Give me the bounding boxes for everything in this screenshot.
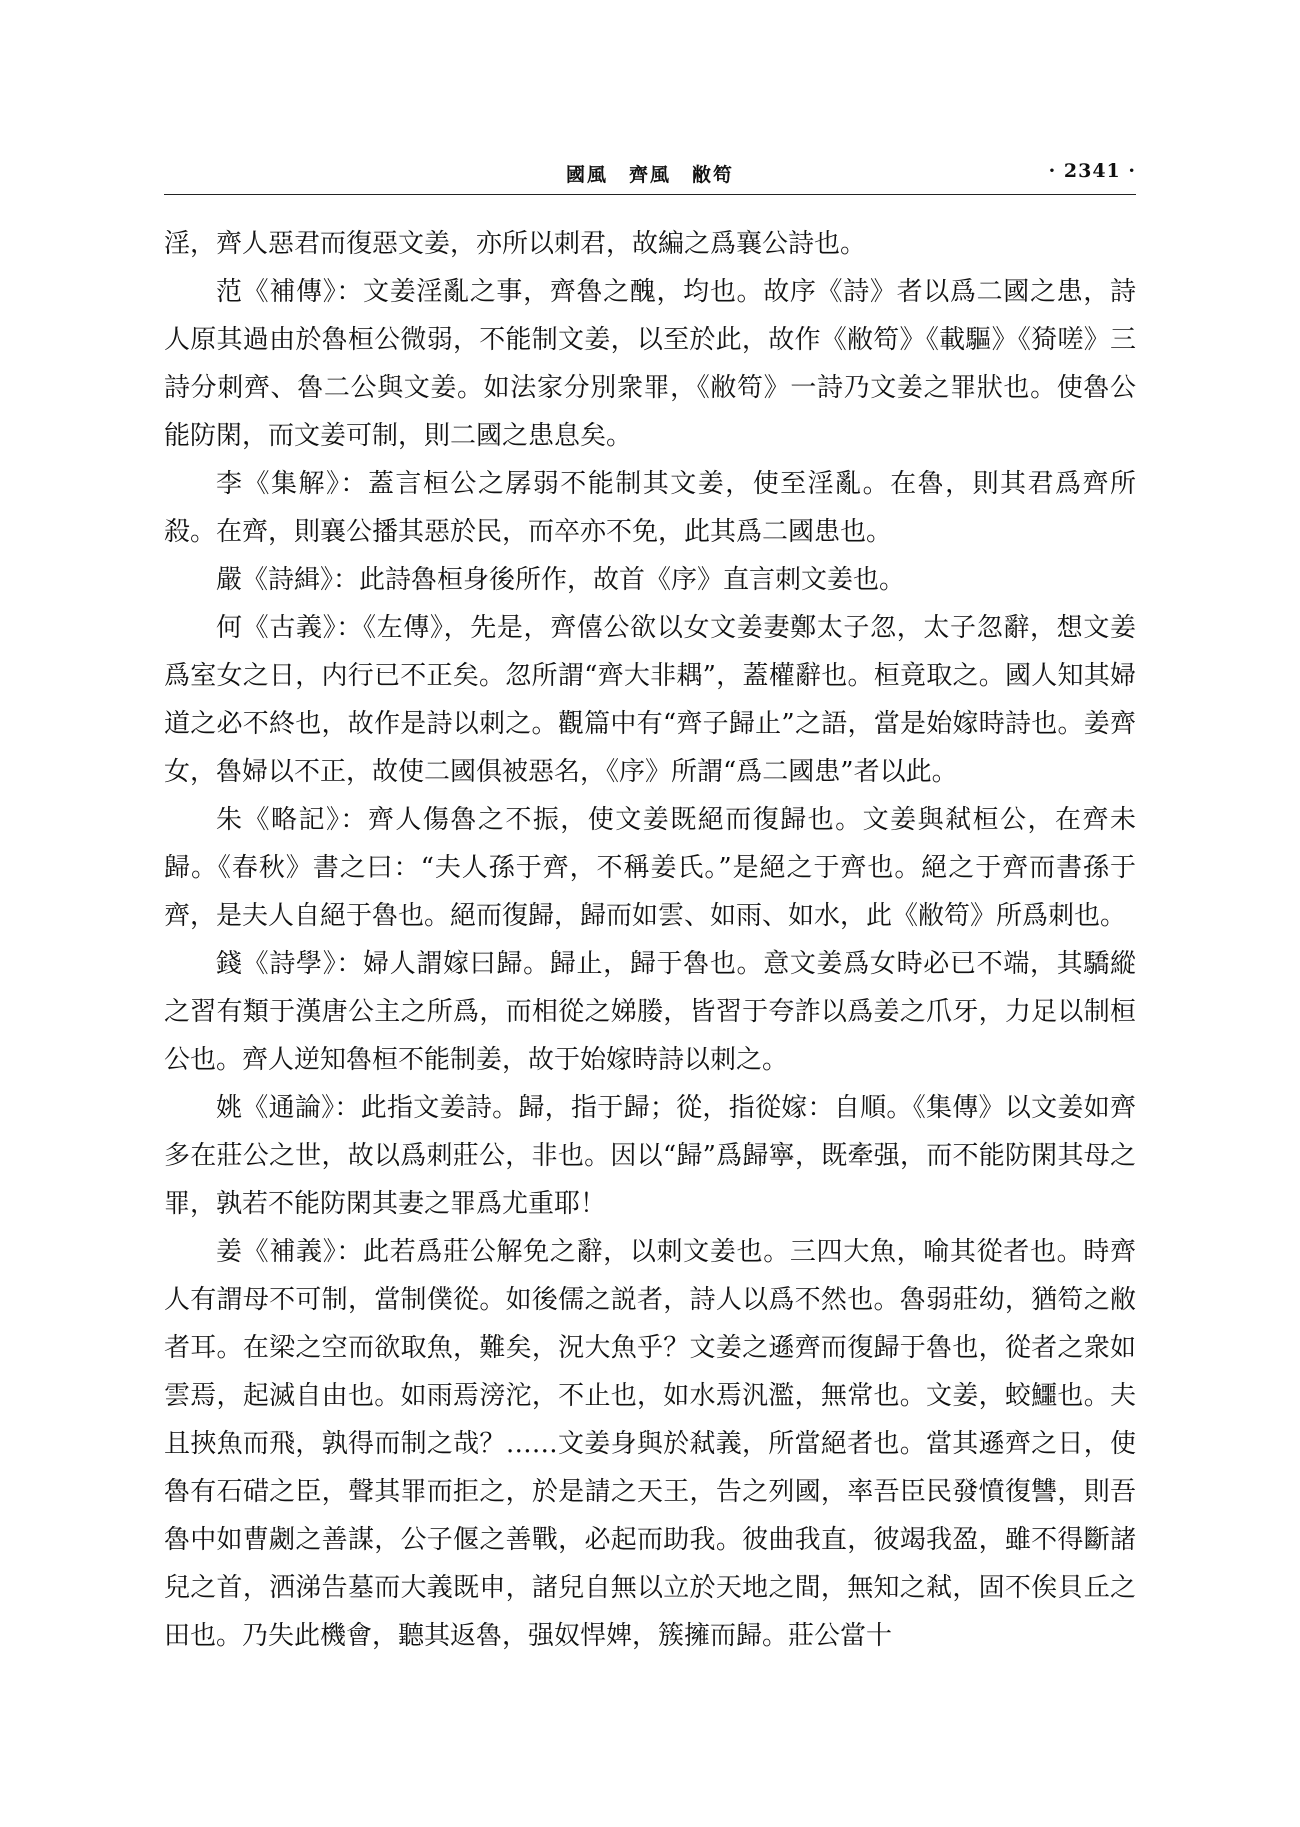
- paragraph-li-jijie: 李《集解》：蓋言桓公之孱弱不能制其文姜，使至淫亂。在魯，則其君爲齊所殺。在齊，則襄公播其惡於民，而卒亦不免，此其爲二國患也。: [164, 469, 1136, 547]
- body-text: [164, 220, 1136, 1660]
- paragraph-yan-shiji: 嚴《詩緝》：此詩魯桓身後所作，故首《序》直言刺文姜也。: [216, 565, 906, 595]
- paragraph-fan-butchuan: 范《補傳》：文姜淫亂之事，齊魯之醜，均也。故序《詩》者以爲二國之患，詩人原其過由於魯桓公微弱，不能制文姜，以至於此，故作《敝笱》《載驅》《猗嗟》三詩分刺齊、魯二公與文姜。如法家分別衆罪，《敝笱》一詩乃文姜之罪狀也。使魯公能防閑，而文姜可制，則二國之患息矣。: [164, 277, 1136, 451]
- paragraph-jiang-buyi: 姜《補義》：此若爲莊公解免之辭，以刺文姜也。三四大魚，喻其從者也。時齊人有謂母不可制，當制僕從。如後儒之説者，詩人以爲不然也。魯弱莊幼，猶笱之敝者耳。在梁之空而欲取魚，難矣，況大魚乎？文姜之遜齊而復歸于魯也，從者之衆如雲焉，起滅自由也。如雨焉滂沱，不止也，如水焉汎濫，無常也。文姜，蛟鱷也。夫且挾魚而飛，孰得而制之哉？……文姜身與於弒義，所當絕者也。當其遜齊之日，使魯有石碏之臣，聲其罪而拒之，於是請之天王，告之列國，率吾臣民發憤復讐，則吾魯中如曹劌之善謀，公子偃之善戰，必起而助我。彼曲我直，彼竭我盈，雖不得斷諸兒之首，洒涕告墓而大義既申，諸兒自無以立於天地之間，無知之弒，固不俟貝丘之田也。乃失此機會，聽其返魯，强奴悍婢，簇擁而歸。莊公當十: [164, 1237, 1136, 1651]
- header-rule: [164, 194, 1136, 195]
- paragraph-continued: 淫，齊人惡君而復惡文姜，亦所以刺君，故編之爲襄公詩也。: [164, 229, 867, 259]
- paragraph-zhu-lueji: 朱《略記》：齊人傷魯之不振，使文姜既絕而復歸也。文姜與弒桓公，在齊未歸。《春秋》書之曰：“夫人孫于齊，不稱姜氏。”是絕之于齊也。絕之于齊而書孫于齊，是夫人自絕于魯也。絕而復歸，歸而如雲、如雨、如水，此《敝笱》所爲刺也。: [164, 805, 1136, 931]
- running-title: 國風 齊風 敝笱: [565, 164, 734, 186]
- paragraph-yao-tonglun: 姚《通論》：此指文姜詩。歸，指于歸；從，指從嫁：自順。《集傳》以文姜如齊多在莊公之世，故以爲刺莊公，非也。因以“歸”爲歸寧，既牽强，而不能防閑其母之罪，孰若不能防閑其妻之罪爲尤重耶！: [164, 1093, 1136, 1219]
- running-head: [164, 160, 1136, 194]
- page-number: · 2341 ·: [1048, 160, 1136, 182]
- paragraph-he-guyi: 何《古義》：《左傳》，先是，齊僖公欲以女文姜妻鄭太子忽，太子忽辭，想文姜爲室女之日，内行已不正矣。忽所謂“齊大非耦”，蓋權辭也。桓竟取之。國人知其婦道之必不終也，故作是詩以刺之。觀篇中有“齊子歸止”之語，當是始嫁時詩也。姜齊女，魯婦以不正，故使二國俱被惡名，《序》所謂“爲二國患”者以此。: [164, 613, 1136, 787]
- paragraph-qian-shixue: 錢《詩學》：婦人謂嫁曰歸。歸止，歸于魯也。意文姜爲女時必已不端，其驕縱之習有類于漢唐公主之所爲，而相從之娣媵，皆習于夸詐以爲姜之爪牙，力足以制桓公也。齊人逆知魯桓不能制姜，故于始嫁時詩以刺之。: [164, 949, 1136, 1075]
